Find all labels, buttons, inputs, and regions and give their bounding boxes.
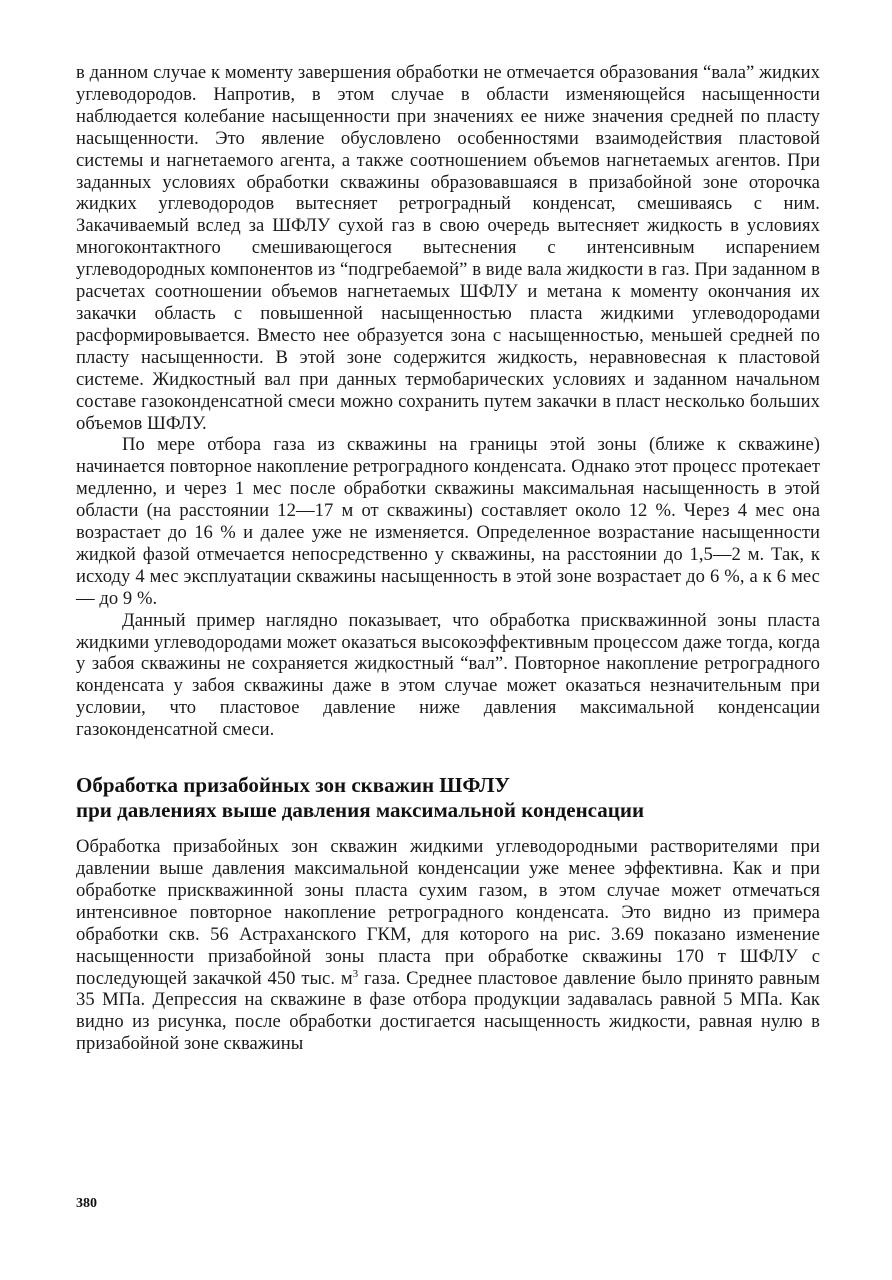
paragraph-2: По мере отбора газа из скважины на границы этой зоны (ближе к скважине) начинается повторное накопление ретроградного конденсата. Однако этот процесс протекает медленно, и через 1 мес после обработки скважины максимальная насыщенность в этой области (на расстоянии 12—17 м от скважины) составляет около 12 %. Через 4 мес она возрастает до 16 % и далее уже не изменяется. Определенное возрастание насыщенности жидкой фазой отмечается непосредственно у скважины, на расстоянии до 1,5—2 м. Так, к исходу 4 мес эксплуатации скважины насыщенность в этой зоне возрастает до 6 %, а к 6 мес — до 9 %.	[76, 434, 820, 609]
superscript-3: 3	[352, 967, 359, 980]
paragraph-4	[76, 836, 820, 1055]
paragraph-4-text-b: газа. Среднее пластовое давление было принято равным 35 МПа. Депрессия на скважине в фазе отбора продукции задавалась равной 5 МПа. Как видно из рисунка, после обработки достигается насыщенность жидкости, равная нулю в призабойной зоне скважины	[76, 967, 821, 1055]
page-body	[76, 62, 820, 1055]
section-heading-line-1: Обработка призабойных зон скважин ШФЛУ	[76, 773, 510, 798]
section-heading-line-2: при давлениях выше давления максимальной конденсации	[76, 798, 645, 823]
paragraph-3: Данный пример наглядно показывает, что обработка прискважинной зоны пласта жидкими углеводородами может оказаться высокоэффективным процессом даже тогда, когда у забоя скважины не сохраняется жидкостный “вал”. Повторное накопление ретроградного конденсата у забоя скважины даже в этом случае может оказаться незначительным при условии, что пластовое давление ниже давления максимальной конденсации газоконденсатной смеси.	[76, 609, 820, 741]
section-heading	[76, 773, 820, 823]
page-number: 380	[76, 1196, 97, 1211]
paragraph-4-text-a: Обработка призабойных зон скважин жидкими углеводородными растворителями при давлении выше давления максимальной конденсации уже менее эффективна. Как и при обработке прискважинной зоны пласта сухим газом, в этом случае может отмечаться интенсивное повторное накопление ретроградного конденсата. Это видно из примера обработки скв. 56 Астраханского ГКМ, для которого на рис. 3.69 показано изменение насыщенности призабойной зоны пласта при обработке скважины 170 т ШФЛУ с последующей закачкой 450 тыс. м	[76, 836, 820, 989]
paragraph-1: в данном случае к моменту завершения обработки не отмечается образования “вала” жидких углеводородов. Напротив, в этом случае в области изменяющейся насыщенности наблюдается колебание насыщенности при значениях ее ниже значения средней по пласту насыщенности. Это явление обусловлено особенностями взаимодействия пластовой системы и нагнетаемого агента, а также соотношением объемов нагнетаемых агентов. При заданных условиях обработки скважины образовавшаяся в призабойной зоне оторочка жидких углеводородов вытесняет ретроградный конденсат, смешиваясь с ним. Закачиваемый вслед за ШФЛУ сухой газ в свою очередь вытесняет жидкость в условиях многоконтактного смешивающегося вытеснения с интенсивным испарением углеводородных компонентов из “подгребаемой” в виде вала жидкости в газ. При заданном в расчетах соотношении объемов нагнетаемых ШФЛУ и метана к моменту окончания их закачки область с повышенной насыщенностью пласта жидкими углеводородами расформировывается. Вместо нее образуется зона с насыщенностью, меньшей средней по пласту насыщенности. В этой зоне содержится жидкость, неравновесная к пластовой системе. Жидкостный вал при данных термобарических условиях и заданном начальном составе газоконденсатной смеси можно сохранить путем закачки в пласт несколько больших объемов ШФЛУ.	[76, 62, 820, 434]
